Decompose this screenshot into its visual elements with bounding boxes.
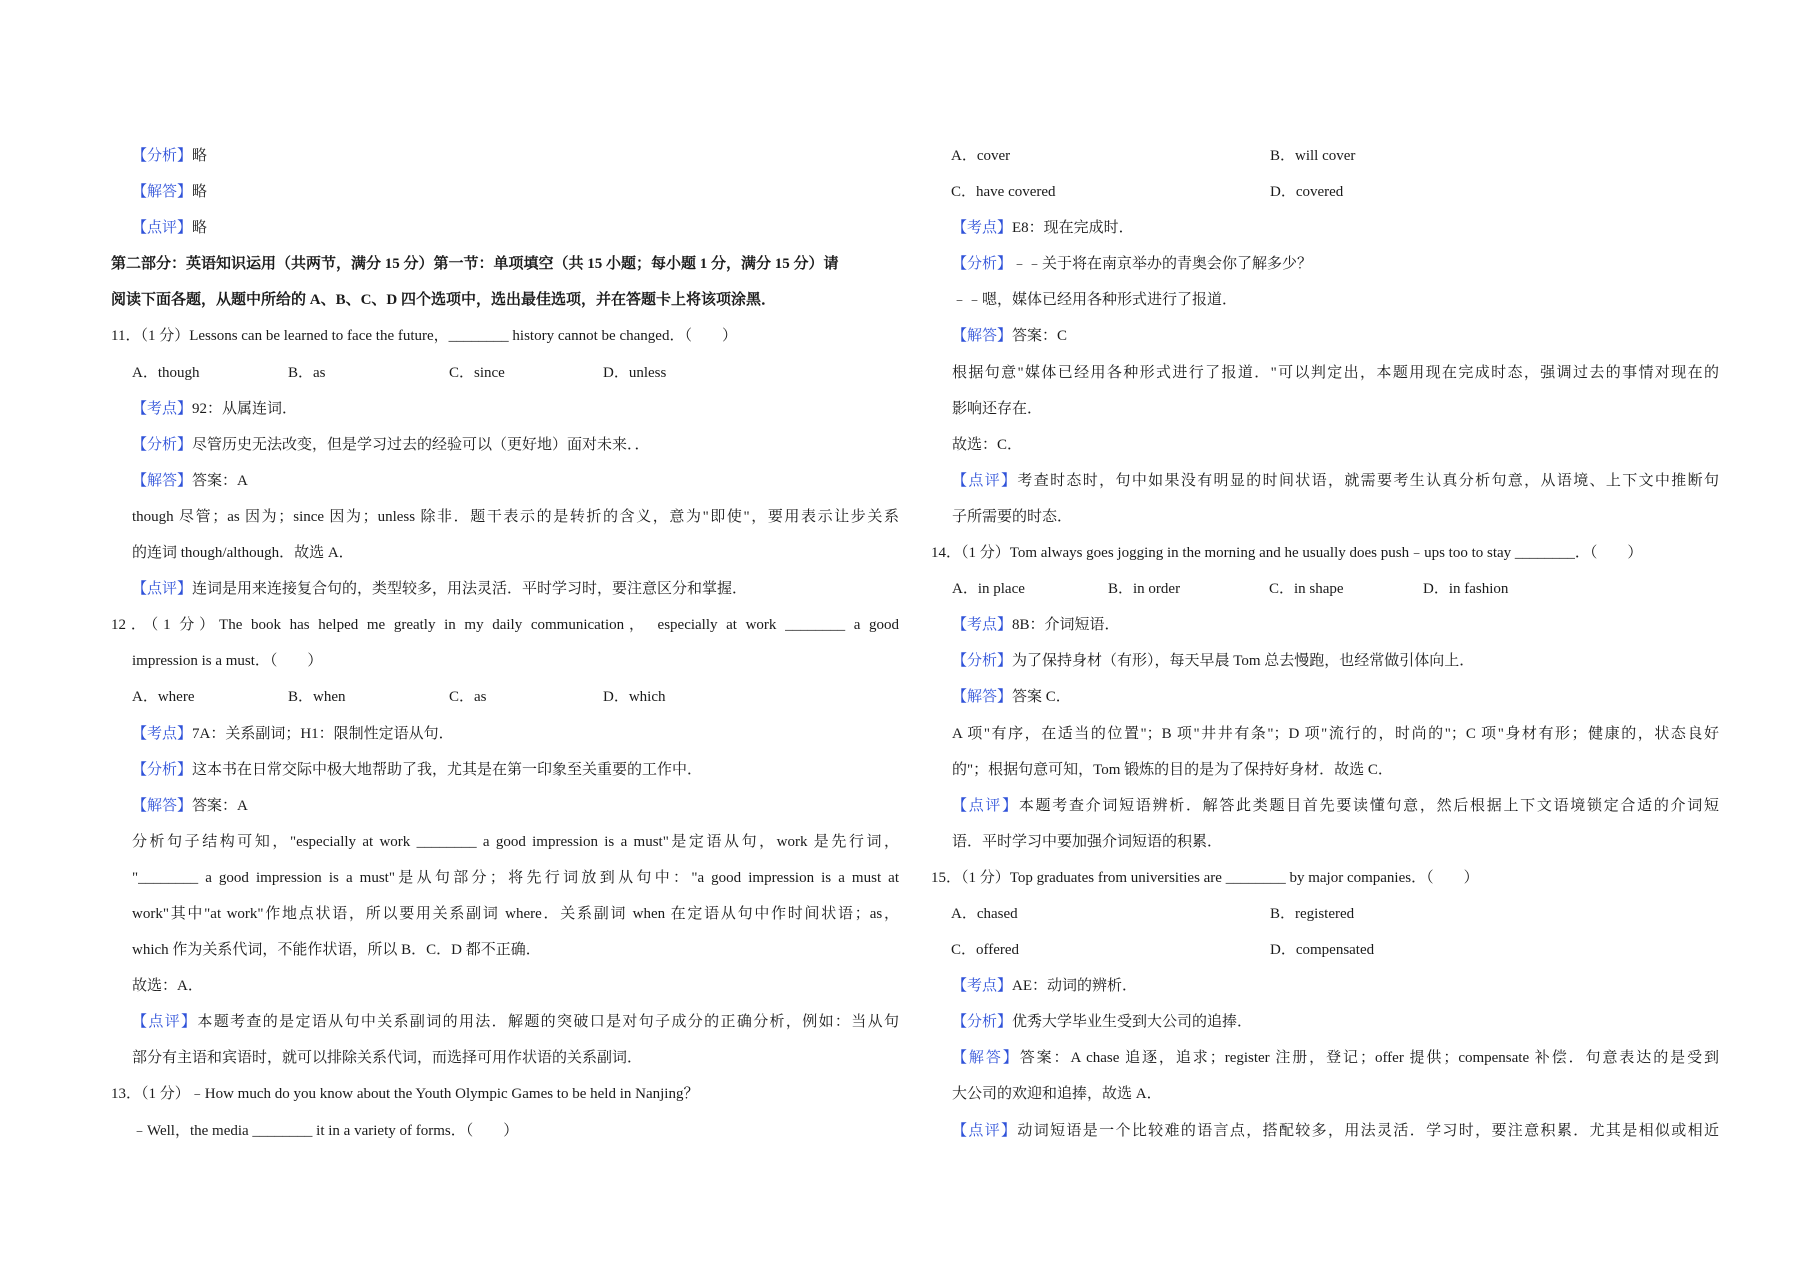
analysis-label: 【分析】: [132, 761, 193, 778]
kaodian-label: 【考点】: [952, 978, 1013, 995]
q13-analysis-2: ﹣﹣嗯，媒体已经用各种形式进行了报道．: [952, 292, 1238, 309]
comment-label: 【点评】: [132, 581, 193, 598]
prev-analysis: [111, 138, 899, 174]
q14-option-c: C．in shape: [1269, 581, 1344, 598]
q11-stem: 11．（1 分）Lessons can be learned to face the future，________ history cannot be changed．（ ）: [111, 328, 737, 345]
q11-kaodian-text: 92：从属连词．: [192, 400, 298, 417]
q13-comment-1: [931, 463, 1719, 499]
q11-comment: [111, 571, 899, 607]
q12-option-b: B．when: [288, 689, 346, 706]
q14-kaodian-text: 8B：介词短语．: [1012, 617, 1120, 634]
answer-label: 【解答】: [952, 328, 1013, 345]
prev-answer-text: 略: [192, 184, 208, 201]
analysis-label: 【分析】: [952, 256, 1013, 273]
q15-option-c: C．offered: [951, 942, 1020, 959]
q13-options-row-2: [931, 174, 1719, 210]
q11-option-a: A．though: [132, 364, 200, 381]
q13-analysis-text-1: ﹣﹣关于将在南京举办的青奥会你了解多少？: [1012, 256, 1313, 273]
q12-analysis-text: 这本书在日常交际中极大地帮助了我，尤其是在第一印象至关重要的工作中．: [192, 761, 703, 778]
q12-option-a: A．where: [132, 689, 195, 706]
comment-label: 【点评】: [952, 797, 1019, 814]
q11-analysis-text: 尽管历史无法改变，但是学习过去的经验可以（更好地）面对未来．．: [192, 436, 650, 453]
q12-option-d: D．which: [603, 689, 666, 706]
q12-answer: [111, 788, 899, 824]
q14-comment-text-1: 本题考查介词短语辨析．解答此类题目首先要读懂句意，然后根据上下文语境锁定合适的介词短: [1018, 797, 1719, 814]
comment-label: 【点评】: [132, 220, 193, 237]
q12-option-c: C．as: [449, 689, 487, 706]
q14-option-a: A．in place: [952, 581, 1025, 598]
q12-stem-1: 12．（1 分）The book has helped me greatly in my daily communication， especially at work ________ a good: [111, 617, 899, 634]
q14-comment-1: [931, 788, 1719, 824]
q12-comment-1: [111, 1004, 899, 1040]
q13-option-a: A．cover: [951, 148, 1011, 164]
q12-analysis: [111, 752, 899, 788]
left-column: [111, 138, 899, 1149]
answer-label: 【解答】: [132, 184, 193, 201]
kaodian-label: 【考点】: [132, 725, 193, 742]
q15-analysis-text: 优秀大学毕业生受到大公司的追捧．: [1012, 1014, 1253, 1031]
q14-explanation-2: 的"；根据句意可知，Tom 锻炼的目的是为了保持好身材．故选 C．: [952, 761, 1393, 778]
q11-comment-text: 连词是用来连接复合句的，类型较多，用法灵活．平时学习时，要注意区分和掌握．: [192, 581, 748, 598]
q13-option-d: D．covered: [1270, 184, 1344, 201]
q13-comment-text-1: 考查时态时，句中如果没有明显的时间状语，就需要考生认真分析句意，从语境、上下文中推断句: [1017, 472, 1719, 489]
q13-explanation-2: 影响还存在．: [952, 400, 1043, 417]
q11-answer-text: 答案：A: [192, 472, 248, 489]
q13-options-row-1: [931, 138, 1719, 174]
q11-option-d: D．unless: [603, 364, 667, 381]
q13-stem-1: 13．（1 分）﹣How much do you know about the Youth Olympic Games to be held in Nanjing？: [111, 1086, 699, 1103]
q12-explanation-4: which 作为关系代词，不能作状语，所以 B．C．D 都不正确．: [132, 942, 541, 959]
q15-options-row-1: [931, 896, 1719, 932]
analysis-label: 【分析】: [952, 653, 1013, 670]
q11-kaodian: [111, 391, 899, 427]
q14-analysis: [931, 643, 1719, 679]
q12-explanation-2: "________ a good impression is a must"是从句部分；将先行词放到从句中："a good impression is a must at: [132, 869, 899, 886]
q15-option-b: B．registered: [1270, 905, 1355, 922]
q15-stem: 15．（1 分）Top graduates from universities are ________ by major companies．（ ）: [931, 869, 1479, 886]
q15-kaodian: [931, 968, 1719, 1004]
right-column: [931, 138, 1719, 1149]
analysis-label: 【分析】: [132, 436, 193, 453]
q13-explanation-1: 根据句意"媒体已经用各种形式进行了报道．"可以判定出，本题用现在完成时态，强调过去的事情对现在的: [952, 364, 1719, 381]
analysis-label: 【分析】: [132, 148, 193, 164]
q13-conclusion: 故选：C．: [952, 436, 1023, 453]
comment-label: 【点评】: [952, 1122, 1018, 1139]
q15-answer-text-1: 答案：A chase 追逐，追求；register 注册，登记；offer 提供；compensate 补偿．句意表达的是受到: [1019, 1050, 1719, 1067]
kaodian-label: 【考点】: [952, 617, 1013, 634]
comment-label: 【点评】: [952, 472, 1018, 489]
q14-stem: 14．（1 分）Tom always goes jogging in the morning and he usually does push﹣ups too to stay ________．（ ）: [931, 545, 1643, 562]
q14-answer-text: 答案 C．: [1012, 689, 1071, 706]
q14-option-b: B．in order: [1108, 581, 1181, 598]
prev-analysis-text: 略: [192, 148, 208, 164]
section-heading-line2: 阅读下面各题，从题中所给的 A、B、C、D 四个选项中，选出最佳选项，并在答题卡上将该项涂黑．: [111, 292, 777, 309]
q11-explanation-1: though 尽管；as 因为；since 因为；unless 除非．题干表示的是转折的含义，意为"即使"，要用表示让步关系: [132, 508, 899, 525]
q11-analysis: [111, 427, 899, 463]
q11-options: [111, 355, 899, 391]
q15-option-a: A．chased: [951, 905, 1018, 922]
q13-stem-2: ﹣Well，the media ________ it in a variety of forms．（ ）: [132, 1122, 519, 1139]
q13-answer: [931, 318, 1719, 354]
q15-option-d: D．compensated: [1270, 942, 1375, 959]
q13-answer-text: 答案：C: [1012, 328, 1068, 345]
q13-option-c: C．have covered: [951, 184, 1056, 201]
q11-answer: [111, 463, 899, 499]
section-heading-line1: 第二部分：英语知识运用（共两节，满分 15 分）第一节：单项填空（共 15 小题；每小题 1 分，满分 15 分）请: [111, 256, 839, 273]
q11-explanation-2: 的连词 though/although．故选 A．: [132, 545, 354, 562]
q14-analysis-text: 为了保持身材（有形），每天早晨 Tom 总去慢跑，也经常做引体向上．: [1012, 653, 1475, 670]
q14-answer: [931, 679, 1719, 715]
q12-explanation-1: 分析句子结构可知，"especially at work ________ a good impression is a must"是定语从句，work 是先行词，: [132, 833, 899, 850]
q14-comment-2: 语．平时学习中要加强介词短语的积累．: [952, 833, 1223, 850]
q13-analysis-1: [931, 246, 1719, 282]
analysis-label: 【分析】: [952, 1014, 1013, 1031]
answer-label: 【解答】: [952, 689, 1013, 706]
q15-answer-1: [931, 1040, 1719, 1076]
kaodian-label: 【考点】: [132, 400, 193, 417]
q15-answer-2: 大公司的欢迎和追捧，故选 A．: [952, 1086, 1162, 1103]
q12-answer-text: 答案：A: [192, 797, 248, 814]
q14-explanation-1: A 项"有序，在适当的位置"；B 项"井井有条"；D 项"流行的，时尚的"；C 项"身材有形；健康的，状态良好: [952, 725, 1719, 742]
q12-explanation-3: work"其中"at work"作地点状语，所以要用关系副词 where．关系副词 when 在定语从句中作时间状语；as，: [132, 905, 899, 922]
q15-options-row-2: [931, 932, 1719, 968]
q11-option-c: C．since: [449, 364, 505, 381]
q12-conclusion: 故选：A．: [132, 978, 203, 995]
answer-label: 【解答】: [952, 1050, 1020, 1067]
q12-options: [111, 679, 899, 715]
q15-kaodian-text: AE：动词的辨析．: [1012, 978, 1138, 995]
q15-comment-1: [931, 1113, 1719, 1149]
q13-kaodian-text: E8：现在完成时．: [1012, 220, 1134, 237]
prev-comment-text: 略: [192, 220, 208, 237]
q12-kaodian-text: 7A：关系副词；H1：限制性定语从句．: [192, 725, 454, 742]
q14-options: [931, 571, 1719, 607]
q14-kaodian: [931, 607, 1719, 643]
q12-comment-text-1: 本题考查的是定语从句中关系副词的用法．解题的突破口是对句子成分的正确分析，例如：当从句: [197, 1014, 899, 1031]
q14-option-d: D．in fashion: [1423, 581, 1509, 598]
q12-kaodian: [111, 716, 899, 752]
comment-label: 【点评】: [132, 1014, 198, 1031]
answer-label: 【解答】: [132, 472, 193, 489]
prev-answer: [111, 174, 899, 210]
q12-stem-2: impression is a must．（ ）: [132, 653, 323, 670]
q11-option-b: B．as: [288, 364, 326, 381]
q12-comment-2: 部分有主语和宾语时，就可以排除关系代词，而选择可用作状语的关系副词．: [132, 1050, 643, 1067]
q13-kaodian: [931, 210, 1719, 246]
q13-comment-2: 子所需要的时态．: [952, 508, 1073, 525]
prev-comment: [111, 210, 899, 246]
q15-comment-text-1: 动词短语是一个比较难的语言点，搭配较多，用法灵活．学习时，要注意积累．尤其是相似或相近: [1017, 1122, 1719, 1139]
q13-option-b: B．will cover: [1270, 148, 1356, 164]
q15-analysis: [931, 1004, 1719, 1040]
kaodian-label: 【考点】: [952, 220, 1013, 237]
answer-label: 【解答】: [132, 797, 193, 814]
